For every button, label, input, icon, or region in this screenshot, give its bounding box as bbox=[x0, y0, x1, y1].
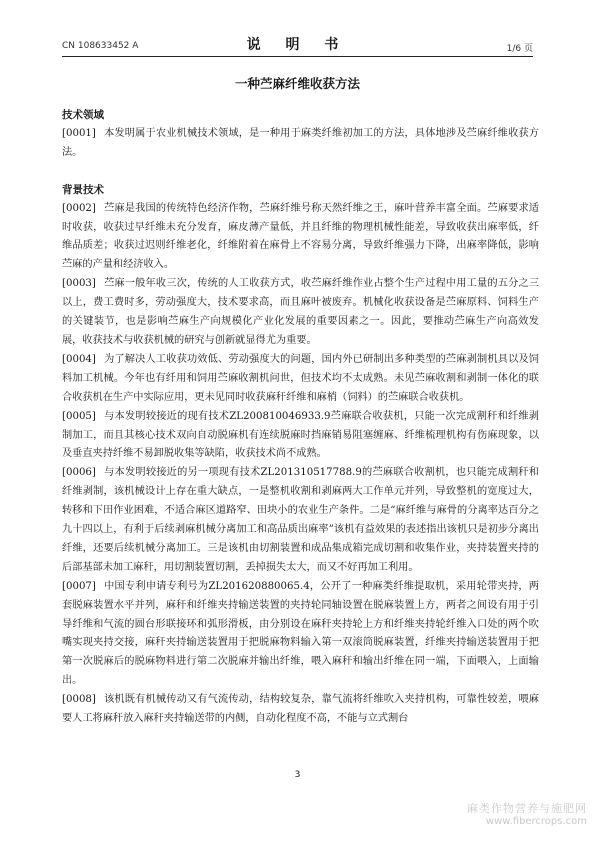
paragraph-number: [0002] bbox=[62, 202, 96, 214]
paragraph-text: 苎麻一般年收三次，传统的人工收获方式，收苎麻纤维作业占整个生产过程中用工量的五分之三以上，费工费时多，劳动强度大，技术要求高，而且麻叶被废弃。机械化收获设备是苎麻原料、饲料生产的关键装节，也是影响苎麻生产向规模化产业化发展的重要因素之一。因此，要推动苎麻生产向高效发展，收获技术与收获机械的研究与创新就显得尤为重要。 bbox=[62, 278, 539, 346]
section-heading-background: 背景技术 bbox=[62, 183, 104, 196]
paragraph-text: 该机既有机械传动又有气流传动，结构较复杂，靠气流将纤维吹入夹持机构，可靠性较差，喂麻要人工将麻秆放入麻秆夹持输送带的内侧，自动化程度不高，不能与立式割台 bbox=[62, 694, 539, 725]
paragraph bbox=[62, 691, 539, 729]
document-type: 说 明 书 bbox=[246, 37, 349, 53]
paragraph-text: 为了解决人工收获功效低、劳动强度大的问题，国内外已研制出多种类型的苎麻剥制机具以及饲料加工机械。今年也有纤用和饲用苎麻收割机问世，但技术均不太成熟。未见苎麻收割和剥制一体化的联合收获机在生产中实际应用，更未见同时收获麻秆纤维和麻梢（饲料）的苎麻联合收获机。 bbox=[62, 353, 539, 403]
page-indicator: 1/6 页 bbox=[506, 44, 533, 54]
paragraph-number: [0006] bbox=[62, 467, 96, 479]
paragraph-text: 与本发明较接近的现有技术ZL200810046933.9苎麻联合收获机，只能一次完成割秆和纤维剥制加工，而且其核心技术双向自动脱麻机有连续脱麻时挡麻销易阻塞缠麻、纤维梳理机构有伤麻现象，以及垂直夹持纤维不易卸脱收集等缺陷，收获技术尚不成熟。 bbox=[62, 410, 539, 460]
paragraph-text: 本发明属于农业机械技术领域，是一种用于麻类纤维初加工的方法，具体地涉及苎麻纤维收获方法。 bbox=[62, 127, 539, 158]
paragraph-text: 与本发明较接近的另一项现有技术ZL201310517788.9的苎麻联合收割机，也只能完成割秆和纤维剥制，该机械设计上存在重大缺点，一是整机收割和剥麻两大工作单元并列，导致整机的宽度过大，转移和下田作业困难，不适合麻区道路窄、田块小的农业生产条件。二是“麻纤维与麻骨的分离率达百分之九十四以上，有利于后续剥麻机械分离加工和高品质出麻率”该机有益效果的表述指出该机只是初步分离出纤维，还要后续机械分离加工。三是该机由切割装置和成品集成箱完成切割和收集作业，夹持装置夹持的后部基部未加工麻秆，用切割装置切割，丢掉损失太大，而又不好再加工利用。 bbox=[62, 467, 539, 573]
paragraph-number: [0001] bbox=[62, 127, 96, 139]
section-heading-technical-field: 技术领域 bbox=[62, 109, 104, 121]
paragraph bbox=[62, 275, 539, 351]
document-body bbox=[62, 106, 539, 729]
watermark-site-name: 麻类作物营养与施肥网 bbox=[467, 802, 587, 815]
paragraph-number: [0005] bbox=[62, 410, 96, 422]
paragraph bbox=[62, 125, 539, 163]
paragraph bbox=[62, 408, 539, 465]
header-rule bbox=[62, 56, 533, 57]
paragraph-text: 苎麻是我国的传统特色经济作物，苎麻纤维号称天然纤维之王，麻叶营养丰富全面。苎麻要求适时收获，收获过早纤维未充分发育，麻皮薄产量低，并且纤维的物理机械性能差，导致收获出麻率低，纤维品质差；收获过迟则纤维老化，纤维附着在麻骨上不容易分离，导致纤维强力下降，出麻率降低，影响苎麻的产量和经济收入。 bbox=[62, 202, 539, 271]
watermark-url: www.fibercrops.com bbox=[485, 816, 587, 827]
paragraph bbox=[62, 351, 539, 408]
paragraph-number: [0007] bbox=[62, 580, 96, 592]
document-title: 一种苎麻纤维收获方法 bbox=[234, 76, 360, 91]
paragraph bbox=[62, 464, 539, 577]
paragraph-number: [0003] bbox=[62, 278, 96, 290]
page-number: 3 bbox=[294, 770, 301, 780]
paragraph-number: [0008] bbox=[62, 694, 96, 706]
patent-number: CN 108633452 A bbox=[62, 41, 139, 51]
paragraph bbox=[62, 200, 539, 276]
watermark bbox=[467, 800, 587, 827]
page-header bbox=[62, 34, 533, 56]
paragraph bbox=[62, 578, 539, 691]
paragraph-number: [0004] bbox=[62, 353, 96, 365]
paragraph-text: 中国专利申请专利号为ZL201620880065.4，公开了一种麻类纤维提取机，采用轮带夹持，两套脱麻装置水平并列，麻秆和纤维夹持输送装置的夹持轮同轴设置在脱麻装置上方，两者之间设有用于引导纤维和气流的圆台形联接环和弧形滑板，由分别设在麻秆夹持轮上方和纤维夹持轮纤维入口处的两个吹嘴实现夹持交接，麻秆夹持输送装置用于把脱麻物料输入第一双滚筒脱麻装置，纤维夹持输送装置用于把第一次脱麻后的脱麻物料进行第二次脱麻并输出纤维，喂入麻秆和输出纤维在同一端，下面喂入，上面输出。 bbox=[62, 580, 539, 687]
